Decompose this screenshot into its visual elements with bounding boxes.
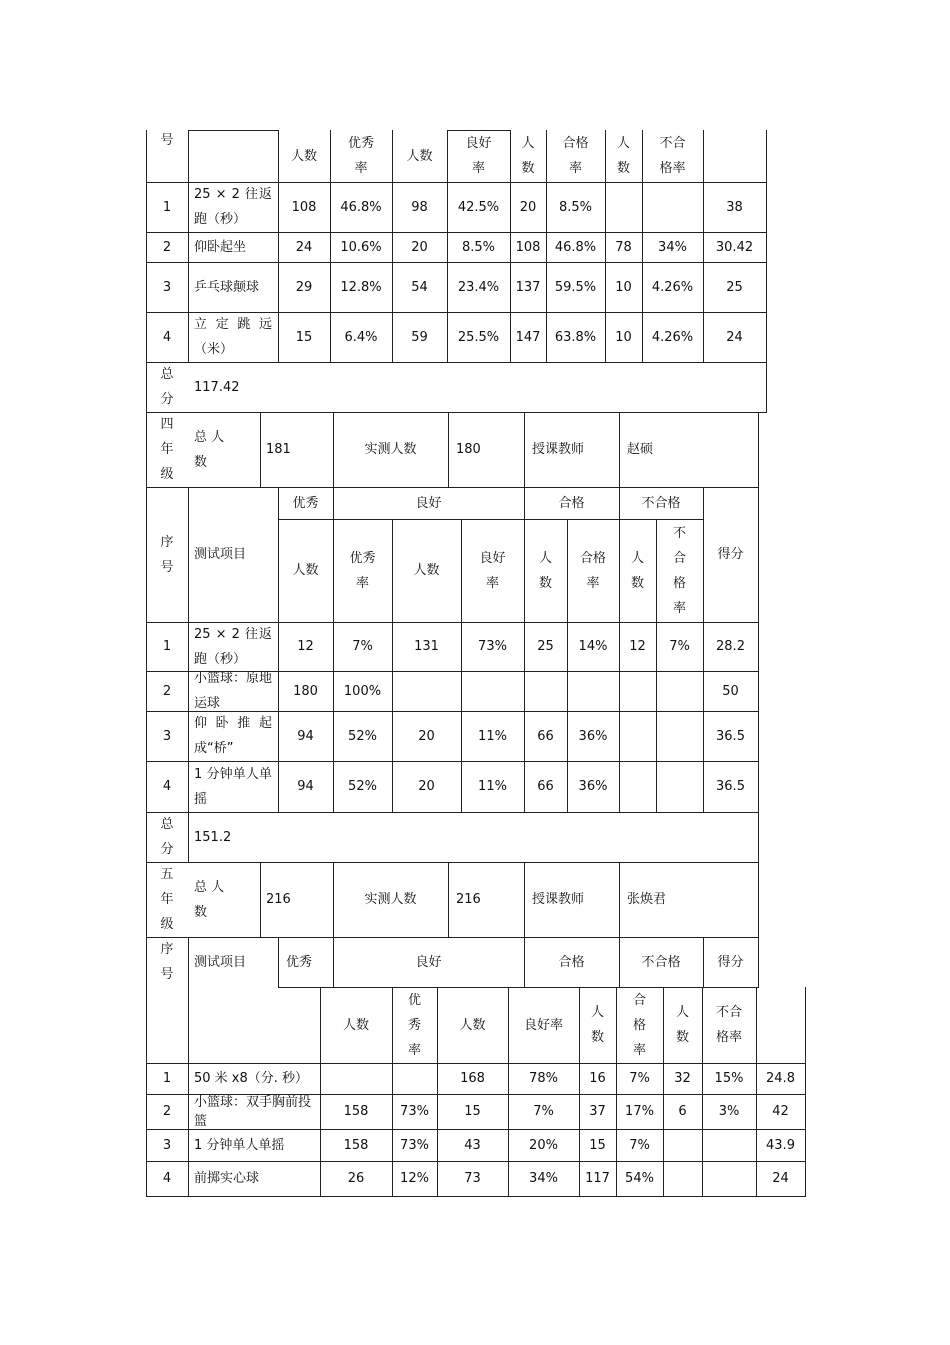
table-cell: 7% xyxy=(533,1104,554,1119)
grid-line xyxy=(260,862,261,938)
table-cell: 3% xyxy=(718,1104,740,1119)
table-cell: 12 xyxy=(297,639,314,654)
table-cell xyxy=(609,182,638,232)
table-cell xyxy=(646,182,699,232)
row-number: 4 xyxy=(162,329,172,345)
table-cell: 108 xyxy=(515,239,541,255)
grid-line xyxy=(619,937,620,988)
table-cell: 78 xyxy=(615,239,632,255)
table-cell: 15 xyxy=(589,1137,606,1153)
table-cell: 10 xyxy=(615,279,632,295)
table-cell: 6.4% xyxy=(344,329,378,345)
table-cell: 6 xyxy=(678,1104,687,1119)
grid-line xyxy=(805,987,806,1197)
grid-line xyxy=(278,130,279,363)
table-cell xyxy=(623,761,652,812)
table-cell: 7% xyxy=(629,1071,650,1086)
row-number: 3 xyxy=(162,279,172,295)
grid-line xyxy=(579,987,580,1197)
table-cell: 12% xyxy=(400,1171,429,1186)
table-cell: 24 xyxy=(772,1171,789,1186)
grid-line xyxy=(702,987,703,1197)
table-cell: 24.8 xyxy=(766,1071,795,1086)
table-cell: 137 xyxy=(515,279,541,295)
table-cell: 10.6% xyxy=(340,239,382,255)
header-count: 人数 xyxy=(292,563,319,578)
header-seq: 序 号 xyxy=(160,942,174,982)
grid-line xyxy=(524,862,525,938)
table-cell: 158 xyxy=(343,1104,369,1119)
table-cell: 73% xyxy=(400,1137,429,1153)
table-cell: 180 xyxy=(293,683,318,699)
header-test-item: 测试项目 xyxy=(194,547,247,562)
header-score: 得分 xyxy=(717,954,744,970)
col-count-excellent: 人数 xyxy=(290,148,317,164)
grid-line xyxy=(616,987,617,1197)
table-cell: 20% xyxy=(529,1137,558,1153)
table-cell: 20 xyxy=(411,239,428,255)
table-cell: 26 xyxy=(347,1171,365,1186)
table-cell: 24 xyxy=(295,239,313,255)
grid-line xyxy=(188,130,189,363)
header-count: 人 数 xyxy=(675,1005,689,1045)
grid-line xyxy=(188,937,189,1197)
grid-line xyxy=(758,862,759,988)
table-cell: 52% xyxy=(348,728,377,744)
grid-line xyxy=(703,937,704,988)
header-rate: 良好 率 xyxy=(479,550,506,591)
table-cell: 25 xyxy=(726,279,743,295)
table-cell: 7% xyxy=(352,639,373,654)
table-cell xyxy=(396,1063,433,1094)
header-score: 得分 xyxy=(717,547,744,562)
table-cell: 8.5% xyxy=(558,199,593,215)
test-item: 25 × 2 往返跑（秒） xyxy=(194,187,272,227)
table-cell: 73 xyxy=(464,1171,481,1186)
header-fail: 不合格 xyxy=(641,495,681,511)
table-cell: 168 xyxy=(460,1071,485,1086)
grid-line xyxy=(448,412,449,488)
table-cell: 29 xyxy=(295,279,313,295)
grid-line xyxy=(278,937,279,988)
test-item: 小篮球：原地运球 xyxy=(194,671,273,711)
grid-line xyxy=(524,487,525,813)
table-cell xyxy=(623,711,652,761)
table-cell: 50 xyxy=(722,683,739,699)
table-cell: 20 xyxy=(519,199,537,215)
grid-line xyxy=(188,130,279,131)
header-pass: 合格 xyxy=(558,954,585,970)
col-count-pass: 人 数 xyxy=(521,136,535,176)
grid-line xyxy=(333,487,334,813)
grid-line xyxy=(278,487,279,813)
grid-line xyxy=(766,130,767,413)
header-count: 人数 xyxy=(342,1017,369,1033)
test-item: 小篮球：双手胸前投篮 xyxy=(194,1094,312,1129)
header-pass: 合格 xyxy=(558,495,585,511)
table-cell: 32 xyxy=(674,1071,691,1086)
grade-label: 四 年 级 xyxy=(160,417,174,482)
table-cell: 4.26% xyxy=(651,329,694,345)
table-cell: 59.5% xyxy=(554,279,597,295)
table-cell xyxy=(706,1161,752,1196)
table-cell: 28.2 xyxy=(716,639,745,654)
table-cell: 98 xyxy=(411,199,428,215)
table-cell: 34% xyxy=(529,1171,558,1186)
grid-line xyxy=(619,862,620,938)
tested-count: 216 xyxy=(456,892,481,907)
table-cell xyxy=(660,761,699,812)
grid-line xyxy=(663,987,664,1197)
row-number: 2 xyxy=(162,239,172,255)
grade-label: 五 年 级 xyxy=(160,867,174,932)
grid-line xyxy=(146,130,147,413)
test-item: 1 分钟单人单摇 xyxy=(194,766,272,807)
row-number: 4 xyxy=(162,779,172,794)
total-people-label: 总 人 数 xyxy=(194,429,225,470)
grid-line xyxy=(461,519,462,813)
header-good: 良好 xyxy=(415,954,442,970)
grid-line xyxy=(756,987,757,1197)
grid-line xyxy=(146,862,147,1197)
grid-line xyxy=(333,412,334,488)
col-rate-pass: 合格 率 xyxy=(562,136,589,176)
table-cell: 16 xyxy=(589,1071,606,1086)
grid-line xyxy=(392,519,393,813)
col-rate-fail: 不合 格率 xyxy=(659,136,686,176)
test-item: 乒乓球颠球 xyxy=(194,279,260,295)
header-count: 人 数 xyxy=(590,1005,604,1045)
header-rate: 不合 格率 xyxy=(715,1005,742,1045)
total-score: 151.2 xyxy=(194,829,232,845)
grid-line xyxy=(758,412,759,863)
tested-label: 实测人数 xyxy=(364,892,417,907)
grid-line xyxy=(146,412,147,863)
grid-line xyxy=(619,487,620,813)
row-number: 3 xyxy=(162,1137,172,1153)
table-cell: 38 xyxy=(726,199,743,215)
total-people: 181 xyxy=(266,442,291,457)
test-item: 1 分钟单人单摇 xyxy=(194,1137,285,1153)
table-cell xyxy=(667,1161,698,1196)
grid-line xyxy=(437,987,438,1197)
table-cell: 20 xyxy=(418,728,435,744)
grid-line xyxy=(333,862,334,938)
grid-line xyxy=(605,130,606,363)
table-cell: 54% xyxy=(625,1171,654,1186)
table-cell: 46.8% xyxy=(554,239,597,255)
grid-line xyxy=(392,130,393,363)
table-cell: 36.5 xyxy=(716,728,745,744)
grid-line xyxy=(524,412,525,488)
table-cell xyxy=(623,671,652,711)
total-score: 117.42 xyxy=(194,379,240,395)
table-cell xyxy=(396,671,457,711)
table-cell: 11% xyxy=(478,779,507,794)
grid-line xyxy=(703,487,704,813)
table-cell: 7% xyxy=(629,1137,650,1153)
table-cell: 8.5% xyxy=(461,239,496,255)
header-excellent: 优秀 xyxy=(286,954,313,970)
grid-line xyxy=(510,130,511,363)
grid-line xyxy=(333,937,334,988)
table-cell: 158 xyxy=(343,1137,369,1153)
header-rate: 合 格 率 xyxy=(632,992,646,1058)
total-people: 216 xyxy=(266,892,291,907)
row-number: 4 xyxy=(162,1171,172,1186)
table-cell: 54 xyxy=(411,279,428,295)
grid-line xyxy=(656,519,657,813)
header-rate: 良好率 xyxy=(523,1017,563,1033)
header-rate: 优秀 率 xyxy=(349,550,376,591)
test-item: 25 × 2 往返跑（秒） xyxy=(194,626,272,667)
teacher-name: 张焕君 xyxy=(627,892,667,907)
table-cell: 24 xyxy=(726,329,743,345)
test-item: 前掷实心球 xyxy=(194,1171,260,1186)
table-cell: 14% xyxy=(578,639,608,654)
table-cell xyxy=(660,711,699,761)
grid-line xyxy=(567,519,568,813)
table-cell: 147 xyxy=(515,329,541,345)
table-cell: 78% xyxy=(529,1071,558,1086)
grid-line xyxy=(392,987,393,1197)
col-rate-good: 良好 率 xyxy=(465,136,492,176)
row-number: 2 xyxy=(162,1104,172,1119)
test-item: 50 米 x8（分. 秒） xyxy=(194,1071,309,1086)
table-cell: 117 xyxy=(585,1171,610,1186)
header-count: 人 数 xyxy=(538,550,552,591)
grid-line xyxy=(146,1196,806,1197)
table-cell: 42 xyxy=(772,1104,789,1119)
test-item: 仰卧推起成“桥” xyxy=(194,716,272,756)
table-cell: 15 xyxy=(464,1104,481,1119)
header-count: 人 数 xyxy=(630,550,644,591)
total-label: 总 分 xyxy=(160,817,174,857)
table-cell: 12 xyxy=(629,639,646,654)
table-cell: 23.4% xyxy=(457,279,500,295)
grid-line xyxy=(642,130,643,363)
table-cell: 12.8% xyxy=(340,279,382,295)
row-number: 1 xyxy=(162,199,172,215)
header-good: 良好 xyxy=(415,495,442,511)
table-cell: 30.42 xyxy=(715,239,754,255)
table-cell: 36% xyxy=(578,779,608,794)
table-cell: 108 xyxy=(291,199,317,215)
table-cell: 43 xyxy=(464,1137,481,1153)
row-number: 1 xyxy=(162,639,172,654)
table-cell: 17% xyxy=(625,1104,654,1119)
table-cell xyxy=(667,1129,698,1161)
grid-line xyxy=(330,130,331,363)
row-number: 3 xyxy=(162,728,172,744)
table-cell: 52% xyxy=(348,779,377,794)
header-rate: 优 秀 率 xyxy=(407,992,421,1058)
tested-count: 180 xyxy=(456,442,481,457)
table-cell: 42.5% xyxy=(457,199,500,215)
table-cell: 25 xyxy=(537,639,554,654)
table-cell: 94 xyxy=(297,779,314,794)
header-rate: 不 合 格 率 xyxy=(672,525,686,616)
grid-line xyxy=(546,130,547,363)
table-cell: 131 xyxy=(414,639,439,654)
tested-label: 实测人数 xyxy=(364,442,417,457)
table-cell: 37 xyxy=(589,1104,606,1119)
table-cell: 36% xyxy=(578,728,608,744)
col-count-good: 人数 xyxy=(406,148,433,164)
test-item: 仰卧起坐 xyxy=(194,239,247,255)
row-number: 1 xyxy=(162,1071,172,1086)
header-seq: 序 号 xyxy=(160,534,174,575)
teacher-label: 授课教师 xyxy=(532,892,585,907)
grid-line xyxy=(508,987,509,1197)
table-cell: 11% xyxy=(478,728,507,744)
grid-line xyxy=(619,412,620,488)
table-cell: 73% xyxy=(400,1104,429,1119)
grid-line xyxy=(320,987,321,1197)
grid-line xyxy=(447,130,448,363)
seq-header: 号 xyxy=(160,132,174,148)
total-people-label: 总 人 数 xyxy=(194,879,225,920)
table-cell: 66 xyxy=(537,728,554,744)
table-cell: 43.9 xyxy=(766,1137,795,1153)
table-cell: 10 xyxy=(615,329,632,345)
table-cell xyxy=(660,671,699,711)
test-item: 立定跳远（米） xyxy=(194,317,272,357)
table-cell: 46.8% xyxy=(340,199,382,215)
grid-line xyxy=(524,937,525,988)
table-cell xyxy=(528,671,563,711)
table-cell: 66 xyxy=(537,779,554,794)
table-cell xyxy=(324,1063,388,1094)
table-cell: 15 xyxy=(295,329,313,345)
table-cell: 20 xyxy=(418,779,435,794)
table-cell: 94 xyxy=(297,728,314,744)
header-fail: 不合格 xyxy=(641,954,681,970)
col-count-fail: 人 数 xyxy=(616,136,630,176)
header-count: 人数 xyxy=(459,1017,486,1033)
table-cell: 36.5 xyxy=(716,779,745,794)
table-cell: 25.5% xyxy=(457,329,500,345)
total-label: 总 分 xyxy=(160,367,174,407)
table-cell: 100% xyxy=(343,683,382,699)
table-cell: 7% xyxy=(669,639,690,654)
grid-line xyxy=(260,412,261,488)
table-cell: 4.26% xyxy=(651,279,694,295)
table-cell: 63.8% xyxy=(554,329,597,345)
table-cell: 59 xyxy=(411,329,428,345)
grid-line xyxy=(703,130,704,363)
header-excellent: 优秀 xyxy=(292,495,319,511)
row-number: 2 xyxy=(162,683,172,699)
table-cell xyxy=(706,1129,752,1161)
table-cell: 34% xyxy=(658,239,687,255)
grid-line xyxy=(448,862,449,938)
header-count: 人数 xyxy=(413,563,440,578)
table-cell: 73% xyxy=(478,639,507,654)
grid-line xyxy=(188,487,189,863)
table-cell: 15% xyxy=(714,1071,744,1086)
teacher-label: 授课教师 xyxy=(532,442,585,457)
header-test-item: 测试项目 xyxy=(194,954,247,970)
header-rate: 合格 率 xyxy=(579,550,606,591)
table-cell xyxy=(465,671,520,711)
col-rate-excellent: 优秀 率 xyxy=(347,136,374,176)
teacher-name: 赵硕 xyxy=(627,442,654,457)
table-cell xyxy=(571,671,615,711)
